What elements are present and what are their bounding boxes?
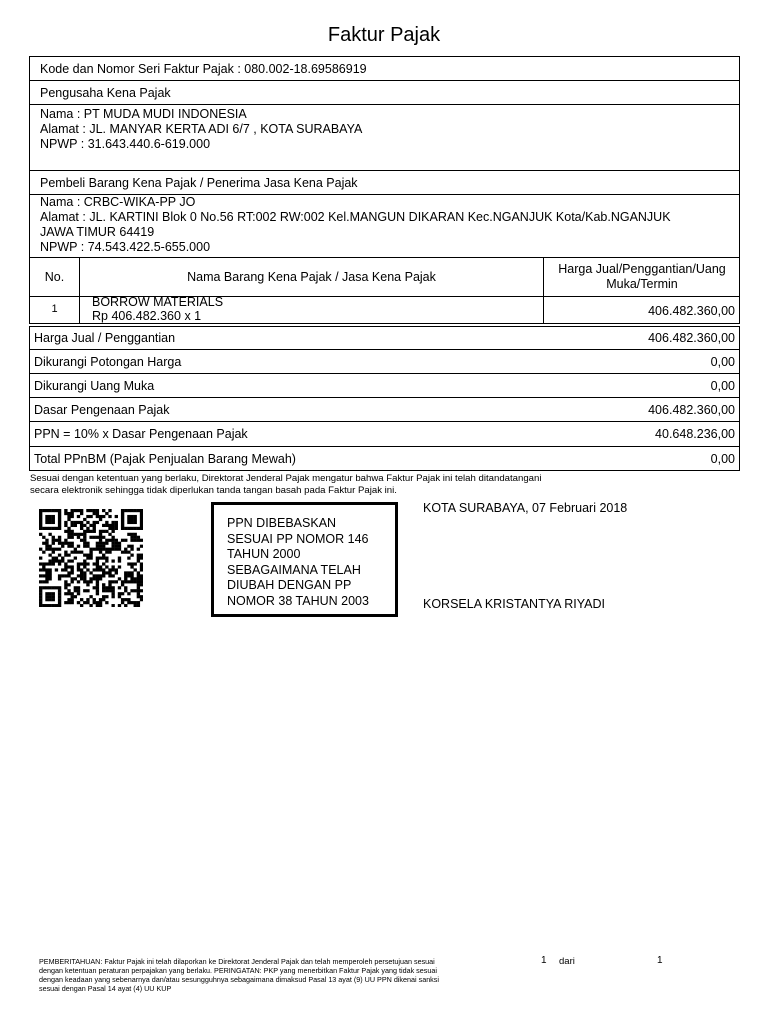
summary-row: [29, 397, 740, 422]
stamp-line: NOMOR 38 TAHUN 2003: [227, 593, 369, 608]
pembeli-heading: Pembeli Barang Kena Pajak / Penerima Jasa Kena Pajak: [40, 176, 358, 190]
footer-notice: sesuai dengan Pasal 14 ayat (4) UU KUP: [39, 984, 172, 993]
col-harga-line2: Muka/Termin: [606, 277, 678, 291]
stamp-line: SEBAGAIMANA TELAH: [227, 562, 361, 577]
col-nama: Nama Barang Kena Pajak / Jasa Kena Pajak: [187, 270, 436, 284]
place-date: KOTA SURABAYA, 07 Februari 2018: [423, 501, 628, 515]
pkp-heading-row: [29, 80, 740, 105]
pembeli-npwp: NPWP : 74.543.422.5-655.000: [40, 240, 211, 254]
summary-label: PPN = 10% x Dasar Pengenaan Pajak: [34, 427, 248, 441]
table-row: [29, 296, 740, 324]
page-total: 1: [657, 955, 663, 966]
page-sep: dari: [559, 956, 575, 967]
page-current: 1: [541, 955, 547, 966]
table-header: [29, 257, 740, 297]
summary-label: Harga Jual / Penggantian: [34, 331, 176, 345]
signer-name: KORSELA KRISTANTYA RIYADI: [423, 597, 605, 611]
qr-code-icon: [39, 509, 143, 607]
summary-value: 406.482.360,00: [648, 403, 735, 417]
pembeli-alamat-line2: JAWA TIMUR 64419: [40, 225, 155, 239]
stamp-line: PPN DIBEBASKAN: [227, 516, 337, 530]
summary-row: [29, 446, 740, 471]
document-title: Faktur Pajak: [327, 24, 441, 46]
summary-value: 0,00: [710, 379, 735, 393]
summary-label: Dasar Pengenaan Pajak: [34, 403, 170, 417]
kode-row: [29, 56, 740, 81]
pembeli-heading-row: [29, 170, 740, 195]
summary-row: [29, 421, 740, 447]
pembeli-details: [29, 194, 740, 258]
pkp-npwp: NPWP : 31.643.440.6-619.000: [40, 137, 211, 151]
summary-row: [29, 373, 740, 398]
item-no: 1: [51, 303, 58, 315]
item-nama: BORROW MATERIALS: [92, 295, 224, 309]
pkp-heading: Pengusaha Kena Pajak: [40, 86, 171, 100]
stamp-line: SESUAI PP NOMOR 146: [227, 531, 369, 546]
footer-notice: dengan keadaan yang sebenarnya dan/atau sesungguhnya sebagaimana dimaksud Pasal 13 ayat (9) UU PPN dikenai sanksi: [39, 975, 439, 984]
item-qty: Rp 406.482.360 x 1: [92, 309, 202, 323]
col-no: No.: [44, 270, 65, 284]
esign-note: Sesuai dengan ketentuan yang berlaku, Direktorat Jenderal Pajak mengatur bahwa Faktur Pajak ini telah ditandatangani: [30, 473, 542, 484]
footer-notice: PEMBERITAHUAN: Faktur Pajak ini telah dilaporkan ke Direktorat Jenderal Pajak dan telah memperoleh persetujuan sesuai: [39, 957, 435, 966]
stamp-line: DIUBAH DENGAN PP: [227, 578, 352, 592]
pkp-alamat: Alamat : JL. MANYAR KERTA ADI 6/7 , KOTA SURABAYA: [40, 122, 363, 136]
ppn-exemption-stamp: [211, 502, 398, 617]
summary-label: Dikurangi Uang Muka: [34, 379, 155, 393]
pembeli-alamat: Alamat : JL. KARTINI Blok 0 No.56 RT:002 RW:002 Kel.MANGUN DIKARAN Kec.NGANJUK Kota/Kab.NGANJUK: [40, 210, 671, 224]
footer-notice: dengan ketentuan peraturan perpajakan yang berlaku. PERINGATAN: PKP yang menerbitkan Faktur Pajak yang tidak sesuai: [39, 966, 437, 975]
pkp-details: [29, 104, 740, 171]
col-harga: Harga Jual/Penggantian/Uang: [558, 262, 726, 276]
summary-value: 0,00: [710, 355, 735, 369]
summary-label: Dikurangi Potongan Harga: [34, 355, 182, 369]
summary-row: [29, 349, 740, 374]
item-harga: 406.482.360,00: [648, 304, 735, 318]
summary-value: 0,00: [710, 452, 735, 466]
pkp-nama: Nama : PT MUDA MUDI INDONESIA: [40, 107, 247, 121]
esign-note-line2: secara elektronik sehingga tidak diperlukan tanda tangan basah pada Faktur Pajak ini.: [30, 485, 397, 496]
summary-row: [29, 326, 740, 350]
stamp-line: TAHUN 2000: [227, 547, 301, 561]
summary-value: 40.648.236,00: [655, 427, 735, 441]
summary-label: Total PPnBM (Pajak Penjualan Barang Mewah): [34, 452, 296, 466]
kode-text: Kode dan Nomor Seri Faktur Pajak : 080.002-18.69586919: [40, 62, 367, 76]
summary-value: 406.482.360,00: [648, 331, 735, 345]
pembeli-nama: Nama : CRBC-WIKA-PP JO: [40, 195, 196, 209]
